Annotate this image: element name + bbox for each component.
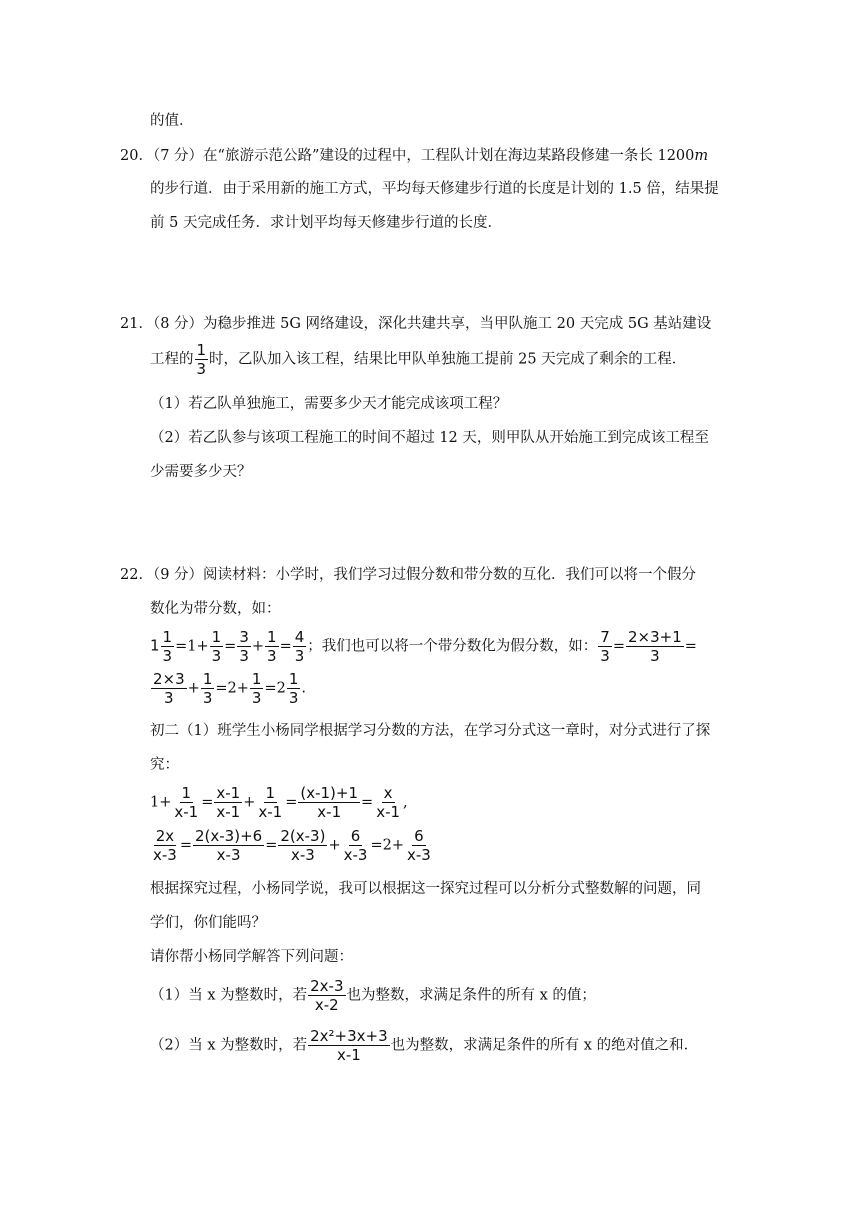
q21-sub-2a: （2）若乙队参与该项工程施工的时间不超过 12 天，则甲队从开始施工到完成该工程至 bbox=[150, 430, 709, 446]
math-fraction-exploration-1: 1+ $\frac{1}{x-1}$ = $\frac{x-1}{x-1}$ + $\frac{1}{x-1}$ = $\frac{(x-1)+1}{x-1}$ = $\frac{x}{x-1}$ , bbox=[150, 784, 408, 821]
q20-line-1: 20．（7 分）在“旅游示范公路”建设的过程中，工程队计划在海边某路段修建一条长 1200m bbox=[120, 148, 709, 164]
fraction-one-third: $\frac{1}{3}$ bbox=[196, 341, 207, 378]
q21-sub-1: （1）若乙队单独施工，需要多少天才能完成该项工程？ bbox=[150, 396, 508, 412]
q21-line-1: 21．（8 分）为稳步推进 5G 网络建设，深化共建共享，当甲队施工 20 天完成 5G 基站建设 bbox=[120, 316, 712, 332]
q22-part-1: （1）当 x 为整数时，若 $\frac{2x-3}{x-2}$ 也为整数，求满足条件的所有 x 的值； bbox=[150, 977, 596, 1014]
q21-line-2: 工程的 $\frac{1}{3}$ 时，乙队加入该工程，结果比甲队单独施工提前 25 天完成了剩余的工程． bbox=[150, 341, 687, 378]
q22-intro-1: 初二（1）班学生小杨同学根据学习分数的方法，在学习分式这一章时，对分式进行了探 bbox=[150, 723, 711, 739]
previous-question-tail: 的值． bbox=[150, 113, 194, 129]
q21-sub-2b: 少需要多少天？ bbox=[150, 464, 252, 480]
math-mixed-to-improper: 1 $\frac{1}{3}$ =1+ $\frac{1}{3}$ = $\frac{3}{3}$ + $\frac{1}{3}$ = $\frac{4}{3}$ ；我们也可以将一个带分数化为假分数，如： $\frac{7}{3}$ = $\frac{2\times 3+1}{3}$ = bbox=[150, 628, 697, 665]
q22-line-2: 数化为带分数，如： bbox=[150, 601, 281, 617]
math-fraction-exploration-2: $\frac{2x}{x-3}$ = $\frac{2(x-3)+6}{x-3}$ = $\frac{2(x-3)}{x-3}$ + $\frac{6}{x-3}$ =2+ $\frac{6}{x-3}$ bbox=[153, 827, 431, 864]
q22-conclusion-2: 学们，你们能吗？ bbox=[150, 915, 266, 931]
math-improper-continued: $\frac{2\times 3}{3}$ + $\frac{1}{3}$ =2+ $\frac{1}{3}$ =2 $\frac{1}{3}$ . bbox=[153, 670, 306, 707]
q22-conclusion-1: 根据探究过程，小杨同学说，我可以根据这一探究过程可以分析分式整数解的问题，同 bbox=[150, 881, 701, 897]
q22-intro-2: 究： bbox=[150, 757, 179, 773]
q20-line-3: 前 5 天完成任务．求计划平均每天修建步行道的长度． bbox=[150, 215, 502, 231]
q22-ask: 请你帮小杨同学解答下列问题： bbox=[150, 949, 353, 965]
q22-part-2: （2）当 x 为整数时，若 $\frac{\text{2x²+3x+3}}{x-1}$ 也为整数，求满足条件的所有 x 的绝对值之和． bbox=[150, 1027, 699, 1064]
q20-line-2: 的步行道．由于采用新的施工方式，平均每天修建步行道的长度是计划的 1.5 倍，结果提 bbox=[150, 181, 719, 197]
q22-line-1: 22．（9 分）阅读材料：小学时，我们学习过假分数和带分数的互化．我们可以将一个假分 bbox=[120, 567, 697, 583]
